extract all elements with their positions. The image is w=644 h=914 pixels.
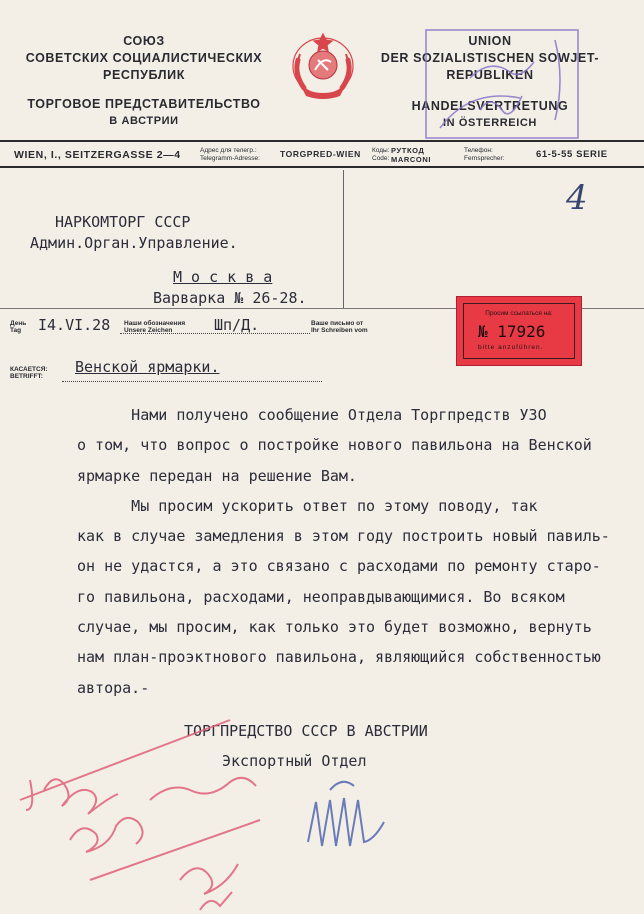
body-line: он не удастся, а это связано с расходами по ремонту старо- [77, 557, 601, 576]
subject-text: Венской ярмарки. [75, 358, 220, 376]
recipient-street: Варварка № 26-28. [153, 289, 307, 307]
recipient-city: М о с к в а [173, 268, 273, 286]
code-value-de: MARCONI [391, 155, 432, 164]
header-ru-office: ТОРГОВОЕ ПРЕДСТАВИТЕЛЬСТВО [27, 97, 261, 111]
day-label [10, 320, 26, 334]
header-ru [10, 33, 278, 130]
header-rule-bottom [0, 166, 644, 168]
body-line: автора.- [77, 678, 150, 697]
recipient-block [30, 212, 307, 309]
contact-strip [14, 146, 634, 164]
letter-date: I4.VI.28 [38, 316, 111, 334]
your-letter-label [311, 320, 368, 334]
body-line: ярмарке передан на решение Вам. [77, 466, 357, 485]
red-pencil-marks [20, 720, 260, 910]
body-line: случае, мы просим, как только это будет возможно, вернуть [77, 618, 592, 637]
telegram-label-de: Telegramm-Adresse: [200, 155, 260, 162]
header-ru-line: РЕСПУБЛИК [103, 68, 185, 82]
header-de-line: REPUBLIKEN [446, 68, 534, 82]
stamp-frame [463, 303, 575, 359]
header-de-office: HANDELSVERTRETUNG [411, 99, 569, 113]
page-mark: 4 [566, 178, 588, 218]
body-line: о том, что вопрос о постройке нового павильона на Венской [77, 436, 592, 455]
ref-dotted-line [120, 333, 310, 334]
stamp-bottom-text: bitte anzuführen. [478, 344, 544, 351]
phone-label-de: Fernsprecher: [464, 155, 505, 162]
day-label-ru: День [10, 320, 27, 327]
header-ru-line: СОВЕТСКИХ СОЦИАЛИСТИЧЕСКИХ [25, 51, 263, 65]
signature-dept: Экспортный Отдел [222, 752, 367, 770]
header-de-line: DER SOZIALISTISCHEN SOWJET- [380, 51, 600, 65]
our-ref-label-ru: Наши обозначения [124, 320, 186, 327]
our-ref-label-de: Unsere Zeichen [124, 327, 173, 334]
phone-number: 61-5-55 SERIE [536, 149, 608, 160]
your-letter-label-ru: Ваше письмо от [311, 320, 364, 327]
letter-body [77, 400, 637, 703]
body-line: как в случае замедления в этом году построить новый павиль- [77, 527, 610, 546]
reference-stamp [456, 296, 582, 366]
our-reference: Шп/Д. [214, 316, 260, 334]
subject-label-ru: КАСАЕТСЯ: [10, 366, 48, 373]
stamp-number: № 17926 [478, 322, 546, 341]
code-value-ru: РУТКОД [391, 146, 425, 155]
stamp-top-text: Просим ссылаться на: [485, 310, 553, 317]
recipient-line: НАРКОМТОРГ СССР [55, 213, 191, 231]
address-window-line [343, 170, 344, 308]
recipient-line: Админ.Орган.Управление. [30, 234, 238, 252]
code-label-ru: Коды: [372, 147, 390, 154]
our-ref-label [124, 320, 185, 334]
your-letter-label-de: Ihr Schreiben vom [311, 327, 368, 334]
header-ru-line: СОЮЗ [123, 34, 165, 48]
header-de-line: UNION [468, 34, 512, 48]
header-de [370, 33, 610, 132]
telegram-address: TORGPRED-WIEN [280, 149, 361, 159]
state-emblem-icon [288, 30, 358, 102]
body-line: нам план-проэктнового павильона, являющийся собственностью [77, 648, 601, 667]
office-address: WIEN, I., SEITZERGASSE 2—4 [14, 149, 181, 161]
header-ru-office-sub: В АВСТРИИ [109, 115, 179, 127]
telegram-label-ru: Адрес для телегр.: [200, 147, 257, 154]
header-rule-top [0, 140, 644, 142]
subject-label-de: BETRIFFT: [10, 373, 43, 380]
body-line: Мы просим ускорить ответ по этому поводу, так [77, 496, 538, 515]
subject-dotted-line [62, 381, 322, 382]
body-line: Нами получено сообщение Отдела Торгпредств УЗО [77, 406, 547, 424]
day-label-de: Tag [10, 327, 22, 334]
blue-signature-mark [308, 782, 384, 846]
signature-org: ТОРГПРЕДСТВО СССР В АВСТРИИ [184, 722, 428, 740]
phone-label-ru: Телефон: [464, 147, 493, 154]
subject-label [10, 366, 48, 380]
code-label-de: Code: [372, 155, 390, 162]
header-de-office-sub: IN ÖSTERREICH [443, 117, 537, 129]
body-line: го павильона, расходами, неоправдывающимися. Во всяком [77, 587, 565, 606]
